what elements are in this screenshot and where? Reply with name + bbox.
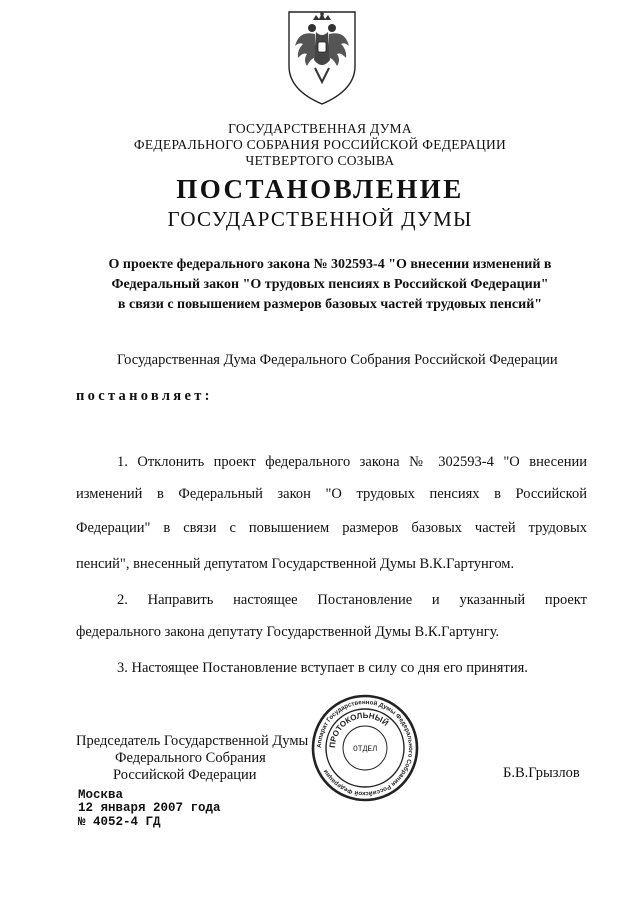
resolution-line: 1. Отклонить проект федерального закона № 302593-4 "О внесении [117, 454, 587, 470]
signatory-title-line-2: Федерального Собрания [115, 750, 266, 766]
org-name-line-3: ЧЕТВЕРТОГО СОЗЫВА [245, 153, 395, 168]
resolution-line: 2. Направить настоящее Постановление и указанный проект [117, 592, 587, 608]
subject-line-2: Федеральный закон "О трудовых пенсиях в Российской Федерации" [111, 277, 549, 292]
stamp-center-text: ОТДЕЛ [352, 745, 378, 754]
svg-text:ПРОТОКОЛЬНЫЙ [328, 711, 390, 748]
stamp-outer-text: Аппарат Государственной Думы Федерального Собрания Российской Федерации [315, 698, 415, 798]
subject-line-3: в связи с повышением размеров базовых частей трудовых пенсий" [117, 297, 543, 312]
resolves-heading: постановляет: [76, 388, 213, 404]
signatory-title-line-3: Российской Федерации [113, 767, 257, 783]
resolution-line: пенсий", внесенный депутатом Государственной Думы В.К.Гартунгом. [76, 556, 515, 572]
issue-date: 12 января 2007 года [78, 801, 221, 815]
stamp-inner-text: ПРОТОКОЛЬНЫЙ [327, 710, 391, 749]
resolution-line: федерального закона депутату Государственной Думы В.К.Гартунгу. [76, 624, 500, 640]
official-stamp-icon [310, 693, 420, 803]
resolution-line: Федерации" в связи с повышением размеров базовых частей трудовых [76, 520, 587, 536]
org-name-line-1: ГОСУДАРСТВЕННАЯ ДУМА [228, 121, 412, 136]
org-name-line-2: ФЕДЕРАЛЬНОГО СОБРАНИЯ РОССИЙСКОЙ ФЕДЕРАЦИИ [133, 137, 507, 152]
document-number: № 4052-4 ГД [78, 815, 161, 829]
signatory-title-line-1: Председатель Государственной Думы [76, 733, 309, 749]
resolution-line: 3. Настоящее Постановление вступает в силу со дня его принятия. [117, 660, 528, 676]
resolution-line: изменений в Федеральный закон "О трудовых пенсиях в Российской [76, 486, 587, 502]
signatory-name: Б.В.Грызлов [503, 765, 580, 781]
place-of-issue: Москва [78, 788, 124, 802]
subject-line-1: О проекте федерального закона № 302593-4 "О внесении изменений в [108, 257, 552, 272]
document-type-subtitle: ГОСУДАРСТВЕННОЙ ДУМЫ [167, 207, 473, 231]
coat-of-arms-icon [285, 8, 359, 106]
document-type-title: ПОСТАНОВЛЕНИЕ [176, 174, 464, 204]
preamble: Государственная Дума Федерального Собрания Российской Федерации [117, 352, 558, 368]
